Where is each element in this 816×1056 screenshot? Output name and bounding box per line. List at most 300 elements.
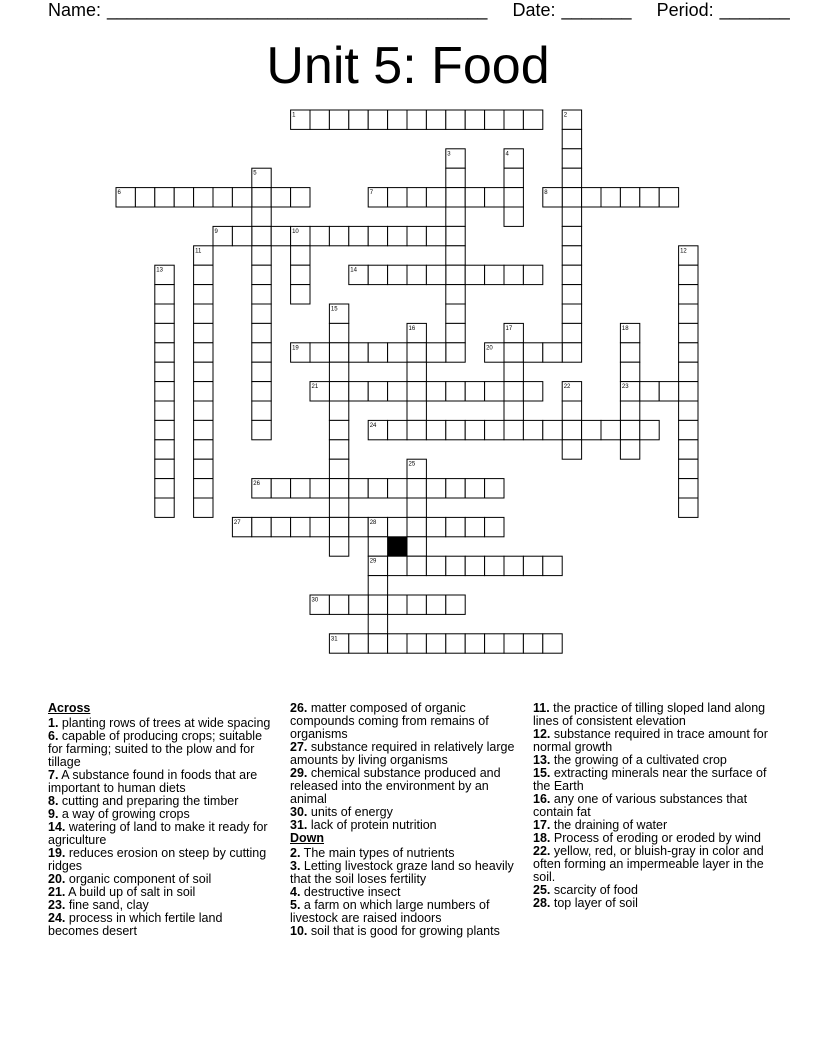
- grid-cell[interactable]: [310, 479, 329, 498]
- grid-cell[interactable]: [271, 517, 290, 536]
- grid-cell[interactable]: [426, 343, 445, 362]
- grid-cell[interactable]: [426, 595, 445, 614]
- name-label: Name:: [48, 0, 102, 20]
- clue-number: 29.: [290, 766, 308, 780]
- grid-cell[interactable]: [252, 304, 271, 323]
- grid-cell[interactable]: [620, 401, 639, 420]
- grid-cell[interactable]: [562, 188, 581, 207]
- grid-cell[interactable]: [329, 595, 348, 614]
- grid-cell[interactable]: [679, 362, 698, 381]
- clue-number: 18.: [533, 831, 551, 845]
- grid-cell[interactable]: [465, 382, 484, 401]
- grid-cell[interactable]: [504, 188, 523, 207]
- grid-cell[interactable]: [194, 188, 213, 207]
- grid-cell[interactable]: [388, 382, 407, 401]
- grid-cell[interactable]: [485, 634, 504, 653]
- grid-cell[interactable]: [679, 479, 698, 498]
- grid-cell[interactable]: [155, 382, 174, 401]
- grid-cell[interactable]: [446, 323, 465, 342]
- grid-cell[interactable]: [155, 440, 174, 459]
- grid-cell[interactable]: [446, 226, 465, 245]
- grid-cell[interactable]: [523, 382, 542, 401]
- grid-cell[interactable]: [155, 285, 174, 304]
- clue-item: [290, 741, 522, 767]
- clue-number: 13.: [533, 753, 551, 767]
- grid-cell[interactable]: [174, 188, 193, 207]
- clue-number: 25.: [533, 883, 551, 897]
- grid-cell[interactable]: [368, 537, 387, 556]
- clue-text: the growing of a cultivated crop: [550, 753, 727, 767]
- grid-cell[interactable]: [640, 188, 659, 207]
- grid-cell[interactable]: [329, 479, 348, 498]
- grid-cell[interactable]: [679, 401, 698, 420]
- clue-number: 27.: [290, 740, 308, 754]
- grid-cell[interactable]: [426, 634, 445, 653]
- grid-cell[interactable]: [368, 110, 387, 129]
- grid-cell[interactable]: [194, 420, 213, 439]
- clue-text: cutting and preparing the timber: [58, 794, 239, 808]
- grid-cell[interactable]: [485, 517, 504, 536]
- clue-text: process in which fertile land becomes desert: [48, 911, 223, 938]
- grid-cell[interactable]: [426, 110, 445, 129]
- grid-cell[interactable]: [446, 556, 465, 575]
- grid-cell[interactable]: [194, 459, 213, 478]
- grid-cell[interactable]: [679, 304, 698, 323]
- grid-cell[interactable]: [388, 265, 407, 284]
- clue-item: [48, 769, 276, 795]
- clue-text: units of energy: [307, 805, 393, 819]
- grid-cell[interactable]: [271, 226, 290, 245]
- grid-cell[interactable]: [679, 285, 698, 304]
- grid-cell[interactable]: [407, 226, 426, 245]
- grid-cell[interactable]: [194, 382, 213, 401]
- grid-cell[interactable]: [485, 110, 504, 129]
- grid-cell[interactable]: [252, 323, 271, 342]
- grid-cell[interactable]: [252, 246, 271, 265]
- grid-cell[interactable]: [446, 595, 465, 614]
- grid-cell[interactable]: [329, 459, 348, 478]
- grid-cell[interactable]: [426, 265, 445, 284]
- grid-cell[interactable]: [446, 517, 465, 536]
- grid-cell[interactable]: [446, 634, 465, 653]
- grid-cell[interactable]: [465, 517, 484, 536]
- grid-cell[interactable]: [446, 207, 465, 226]
- grid-cell[interactable]: [562, 149, 581, 168]
- clue-number: 23.: [48, 898, 66, 912]
- grid-cell[interactable]: [368, 226, 387, 245]
- grid-cell[interactable]: [504, 362, 523, 381]
- grid-cell[interactable]: [388, 110, 407, 129]
- grid-cell[interactable]: [407, 265, 426, 284]
- grid-cell[interactable]: [601, 188, 620, 207]
- grid-cell[interactable]: [407, 634, 426, 653]
- grid-cell[interactable]: [252, 285, 271, 304]
- grid-cell[interactable]: [155, 459, 174, 478]
- grid-cell[interactable]: [155, 401, 174, 420]
- grid-cell[interactable]: [485, 420, 504, 439]
- grid-cell[interactable]: [504, 556, 523, 575]
- grid-cell[interactable]: [329, 362, 348, 381]
- grid-cell[interactable]: [155, 343, 174, 362]
- clue-number: 19.: [48, 846, 66, 860]
- grid-cell[interactable]: [368, 634, 387, 653]
- grid-cell[interactable]: [446, 420, 465, 439]
- grid-cell[interactable]: [465, 110, 484, 129]
- grid-cell[interactable]: [368, 265, 387, 284]
- grid-cell[interactable]: [252, 362, 271, 381]
- grid-cell[interactable]: [679, 343, 698, 362]
- cell-number: 6: [117, 190, 121, 197]
- grid-cell[interactable]: [523, 110, 542, 129]
- cell-number: 19: [292, 345, 299, 352]
- grid-cell[interactable]: [446, 265, 465, 284]
- grid-cell[interactable]: [523, 634, 542, 653]
- grid-cell[interactable]: [329, 420, 348, 439]
- clue-item: [48, 730, 276, 769]
- clue-number: 30.: [290, 805, 308, 819]
- clue-number: 8.: [48, 794, 59, 808]
- grid-cell[interactable]: [291, 479, 310, 498]
- grid-cell[interactable]: [426, 479, 445, 498]
- grid-cell[interactable]: [194, 440, 213, 459]
- grid-cell[interactable]: [407, 479, 426, 498]
- clue-item: [290, 702, 522, 741]
- clue-item: [533, 767, 769, 793]
- grid-cell[interactable]: [388, 556, 407, 575]
- grid-cell[interactable]: [213, 188, 232, 207]
- grid-cell[interactable]: [562, 401, 581, 420]
- grid-cell[interactable]: [426, 382, 445, 401]
- grid-cell[interactable]: [271, 479, 290, 498]
- grid-cell[interactable]: [446, 285, 465, 304]
- clue-text: matter composed of organic compounds coming from remains of organisms: [290, 701, 489, 741]
- grid-cell[interactable]: [388, 188, 407, 207]
- grid-cell[interactable]: [329, 498, 348, 517]
- grid-cell[interactable]: [388, 226, 407, 245]
- grid-cell[interactable]: [329, 440, 348, 459]
- clue-text: scarcity of food: [550, 883, 638, 897]
- grid-cell[interactable]: [562, 285, 581, 304]
- grid-cell[interactable]: [543, 556, 562, 575]
- clue-number: 28.: [533, 896, 551, 910]
- grid-cell[interactable]: [562, 304, 581, 323]
- grid-cell[interactable]: [252, 188, 271, 207]
- period-blank[interactable]: _______: [719, 0, 790, 20]
- grid-cell[interactable]: [194, 265, 213, 284]
- grid-cell[interactable]: [562, 246, 581, 265]
- grid-cell[interactable]: [446, 246, 465, 265]
- grid-cell[interactable]: [155, 188, 174, 207]
- clue-text: A build up of salt in soil: [65, 885, 196, 899]
- grid-cell[interactable]: [194, 343, 213, 362]
- grid-cell[interactable]: [562, 440, 581, 459]
- grid-cell[interactable]: [407, 498, 426, 517]
- grid-cell[interactable]: [310, 110, 329, 129]
- grid-cell[interactable]: [388, 479, 407, 498]
- clue-text: watering of land to make it ready for agriculture: [48, 820, 268, 847]
- grid-cell[interactable]: [679, 323, 698, 342]
- grid-cell[interactable]: [349, 226, 368, 245]
- grid-cell[interactable]: [620, 362, 639, 381]
- grid-cell[interactable]: [620, 440, 639, 459]
- grid-cell[interactable]: [388, 634, 407, 653]
- cell-number: 18: [621, 325, 629, 332]
- grid-cell[interactable]: [504, 420, 523, 439]
- grid-cell[interactable]: [426, 556, 445, 575]
- clue-number: 24.: [48, 911, 66, 925]
- cell-number: 22: [563, 384, 571, 391]
- clue-item: [48, 912, 276, 938]
- grid-cell[interactable]: [679, 459, 698, 478]
- grid-cell[interactable]: [562, 323, 581, 342]
- grid-cell[interactable]: [407, 188, 426, 207]
- cell-number: 15: [330, 306, 338, 313]
- grid-cell[interactable]: [659, 188, 678, 207]
- grid-cell[interactable]: [407, 556, 426, 575]
- grid-cell[interactable]: [523, 265, 542, 284]
- grid-cell[interactable]: [349, 110, 368, 129]
- grid-cell[interactable]: [446, 382, 465, 401]
- grid-cell[interactable]: [368, 576, 387, 595]
- grid-cell[interactable]: [135, 188, 154, 207]
- grid-cell[interactable]: [155, 498, 174, 517]
- grid-cell[interactable]: [194, 304, 213, 323]
- grid-cell[interactable]: [504, 634, 523, 653]
- grid-cell[interactable]: [465, 556, 484, 575]
- cell-number: 20: [486, 345, 493, 352]
- grid-cell[interactable]: [562, 226, 581, 245]
- grid-cell[interactable]: [504, 168, 523, 187]
- grid-cell[interactable]: [407, 343, 426, 362]
- grid-cell[interactable]: [543, 420, 562, 439]
- grid-cell[interactable]: [465, 420, 484, 439]
- clue-item: [533, 793, 769, 819]
- clue-number: 31.: [290, 818, 308, 832]
- grid-cell[interactable]: [368, 614, 387, 633]
- grid-cell[interactable]: [446, 304, 465, 323]
- grid-cell[interactable]: [310, 517, 329, 536]
- grid-cell[interactable]: [252, 265, 271, 284]
- grid-cell[interactable]: [368, 479, 387, 498]
- grid-cell[interactable]: [504, 207, 523, 226]
- grid-cell[interactable]: [291, 285, 310, 304]
- grid-cell[interactable]: [582, 188, 601, 207]
- grid-cell[interactable]: [329, 323, 348, 342]
- grid-cell[interactable]: [543, 634, 562, 653]
- clue-text: the practice of tilling sloped land along lines of consistent elevation: [533, 701, 766, 728]
- grid-cell[interactable]: [504, 401, 523, 420]
- clue-text: lack of protein nutrition: [307, 818, 437, 832]
- grid-cell[interactable]: [446, 479, 465, 498]
- grid-cell[interactable]: [194, 479, 213, 498]
- grid-cell[interactable]: [388, 420, 407, 439]
- cell-number: 27: [233, 519, 241, 526]
- grid-cell[interactable]: [426, 420, 445, 439]
- grid-cell[interactable]: [446, 188, 465, 207]
- grid-cell[interactable]: [679, 382, 698, 401]
- grid-cell[interactable]: [388, 517, 407, 536]
- grid-cell[interactable]: [504, 343, 523, 362]
- grid-cell[interactable]: [562, 168, 581, 187]
- grid-cell[interactable]: [407, 110, 426, 129]
- grid-cell[interactable]: [562, 207, 581, 226]
- grid-cell[interactable]: [388, 595, 407, 614]
- grid-cell[interactable]: [194, 498, 213, 517]
- grid-cell[interactable]: [679, 265, 698, 284]
- grid-cell[interactable]: [562, 265, 581, 284]
- grid-cell[interactable]: [368, 595, 387, 614]
- grid-cell[interactable]: [291, 188, 310, 207]
- clue-number: 14.: [48, 820, 66, 834]
- grid-cell[interactable]: [329, 110, 348, 129]
- grid-cell[interactable]: [194, 362, 213, 381]
- grid-cell[interactable]: [426, 517, 445, 536]
- grid-cell[interactable]: [194, 285, 213, 304]
- grid-cell[interactable]: [407, 420, 426, 439]
- grid-cell[interactable]: [349, 595, 368, 614]
- grid-cell[interactable]: [601, 420, 620, 439]
- grid-cell[interactable]: [271, 188, 290, 207]
- grid-cell[interactable]: [252, 226, 271, 245]
- grid-cell[interactable]: [232, 188, 251, 207]
- cell-number: 8: [544, 190, 548, 197]
- clue-item: [290, 819, 522, 832]
- grid-cell[interactable]: [407, 382, 426, 401]
- grid-cell[interactable]: [329, 343, 348, 362]
- grid-cell[interactable]: [252, 401, 271, 420]
- grid-cell[interactable]: [426, 188, 445, 207]
- grid-cell[interactable]: [155, 479, 174, 498]
- grid-cell[interactable]: [504, 110, 523, 129]
- clue-text: fine sand, clay: [65, 898, 149, 912]
- grid-cell[interactable]: [155, 420, 174, 439]
- grid-cell[interactable]: [252, 382, 271, 401]
- clue-text: Process of eroding or eroded by wind: [550, 831, 761, 845]
- clue-number: 9.: [48, 807, 59, 821]
- grid-cell[interactable]: [523, 556, 542, 575]
- clue-text: The main types of nutrients: [300, 846, 455, 860]
- grid-cell[interactable]: [407, 595, 426, 614]
- grid-cell[interactable]: [640, 382, 659, 401]
- grid-cell[interactable]: [485, 188, 504, 207]
- grid-cell[interactable]: [329, 537, 348, 556]
- cell-number: 2: [563, 112, 568, 119]
- grid-cell[interactable]: [562, 129, 581, 148]
- grid-cell[interactable]: [465, 634, 484, 653]
- grid-cell[interactable]: [349, 634, 368, 653]
- grid-cell[interactable]: [155, 304, 174, 323]
- name-blank[interactable]: ______________________________________: [107, 0, 488, 20]
- grid-cell[interactable]: [679, 440, 698, 459]
- grid-cell[interactable]: [485, 265, 504, 284]
- grid-cell[interactable]: [252, 343, 271, 362]
- grid-cell[interactable]: [329, 401, 348, 420]
- clue-text: soil that is good for growing plants: [307, 924, 500, 938]
- cell-number: 31: [330, 636, 338, 643]
- grid-cell[interactable]: [485, 479, 504, 498]
- grid-cell[interactable]: [407, 401, 426, 420]
- grid-cell[interactable]: [155, 362, 174, 381]
- clues-column-1: [48, 702, 276, 938]
- grid-cell[interactable]: [252, 420, 271, 439]
- cell-number: 9: [214, 228, 218, 235]
- across-heading: Across: [48, 701, 91, 715]
- grid-cell[interactable]: [155, 323, 174, 342]
- grid-cell[interactable]: [426, 226, 445, 245]
- grid-cell[interactable]: [368, 382, 387, 401]
- clue-text: reduces erosion on steep by cutting ridges: [48, 846, 267, 873]
- grid-cell[interactable]: [562, 420, 581, 439]
- grid-cell[interactable]: [252, 207, 271, 226]
- grid-cell[interactable]: [620, 420, 639, 439]
- grid-cell[interactable]: [329, 517, 348, 536]
- grid-cell[interactable]: [465, 265, 484, 284]
- date-blank[interactable]: _______: [561, 0, 632, 20]
- grid-cell[interactable]: [543, 343, 562, 362]
- grid-cell[interactable]: [252, 517, 271, 536]
- grid-cell[interactable]: [329, 226, 348, 245]
- grid-cell[interactable]: [562, 343, 581, 362]
- grid-cell[interactable]: [194, 401, 213, 420]
- grid-cell[interactable]: [659, 382, 678, 401]
- cell-number: 5: [253, 170, 257, 177]
- grid-cell[interactable]: [349, 479, 368, 498]
- grid-cell[interactable]: [620, 188, 639, 207]
- grid-cell[interactable]: [349, 517, 368, 536]
- grid-cell[interactable]: [310, 226, 329, 245]
- grid-cell[interactable]: [523, 420, 542, 439]
- grid-cell[interactable]: [388, 343, 407, 362]
- cell-number: 3: [447, 151, 451, 158]
- period-label: Period:: [656, 0, 714, 20]
- grid-cell[interactable]: [407, 362, 426, 381]
- grid-cell[interactable]: [620, 343, 639, 362]
- grid-cell[interactable]: [446, 343, 465, 362]
- grid-cell[interactable]: [582, 420, 601, 439]
- grid-cell[interactable]: [349, 382, 368, 401]
- grid-cell[interactable]: [291, 246, 310, 265]
- grid-cell[interactable]: [310, 343, 329, 362]
- grid-cell[interactable]: [465, 479, 484, 498]
- grid-cell[interactable]: [465, 188, 484, 207]
- clue-number: 1.: [48, 716, 59, 730]
- grid-cell[interactable]: [679, 498, 698, 517]
- grid-cell[interactable]: [407, 537, 426, 556]
- grid-cell[interactable]: [368, 343, 387, 362]
- cell-number: 12: [680, 248, 687, 255]
- grid-cell[interactable]: [349, 343, 368, 362]
- grid-cell[interactable]: [679, 420, 698, 439]
- grid-cell[interactable]: [291, 265, 310, 284]
- grid-cell[interactable]: [504, 265, 523, 284]
- grid-cell[interactable]: [504, 382, 523, 401]
- clue-text: extracting minerals near the surface of the Earth: [533, 766, 767, 793]
- grid-cell[interactable]: [446, 168, 465, 187]
- grid-cell[interactable]: [485, 556, 504, 575]
- grid-cell[interactable]: [194, 323, 213, 342]
- grid-cell[interactable]: [232, 226, 251, 245]
- grid-cell[interactable]: [407, 517, 426, 536]
- clue-item: [290, 767, 522, 806]
- grid-cell[interactable]: [446, 110, 465, 129]
- grid-cell[interactable]: [640, 420, 659, 439]
- grid-cell[interactable]: [523, 343, 542, 362]
- grid-cell[interactable]: [485, 382, 504, 401]
- page-title: Unit 5: Food: [266, 37, 550, 95]
- cell-number: 16: [408, 325, 416, 332]
- grid-cell[interactable]: [291, 517, 310, 536]
- grid-cell[interactable]: [329, 382, 348, 401]
